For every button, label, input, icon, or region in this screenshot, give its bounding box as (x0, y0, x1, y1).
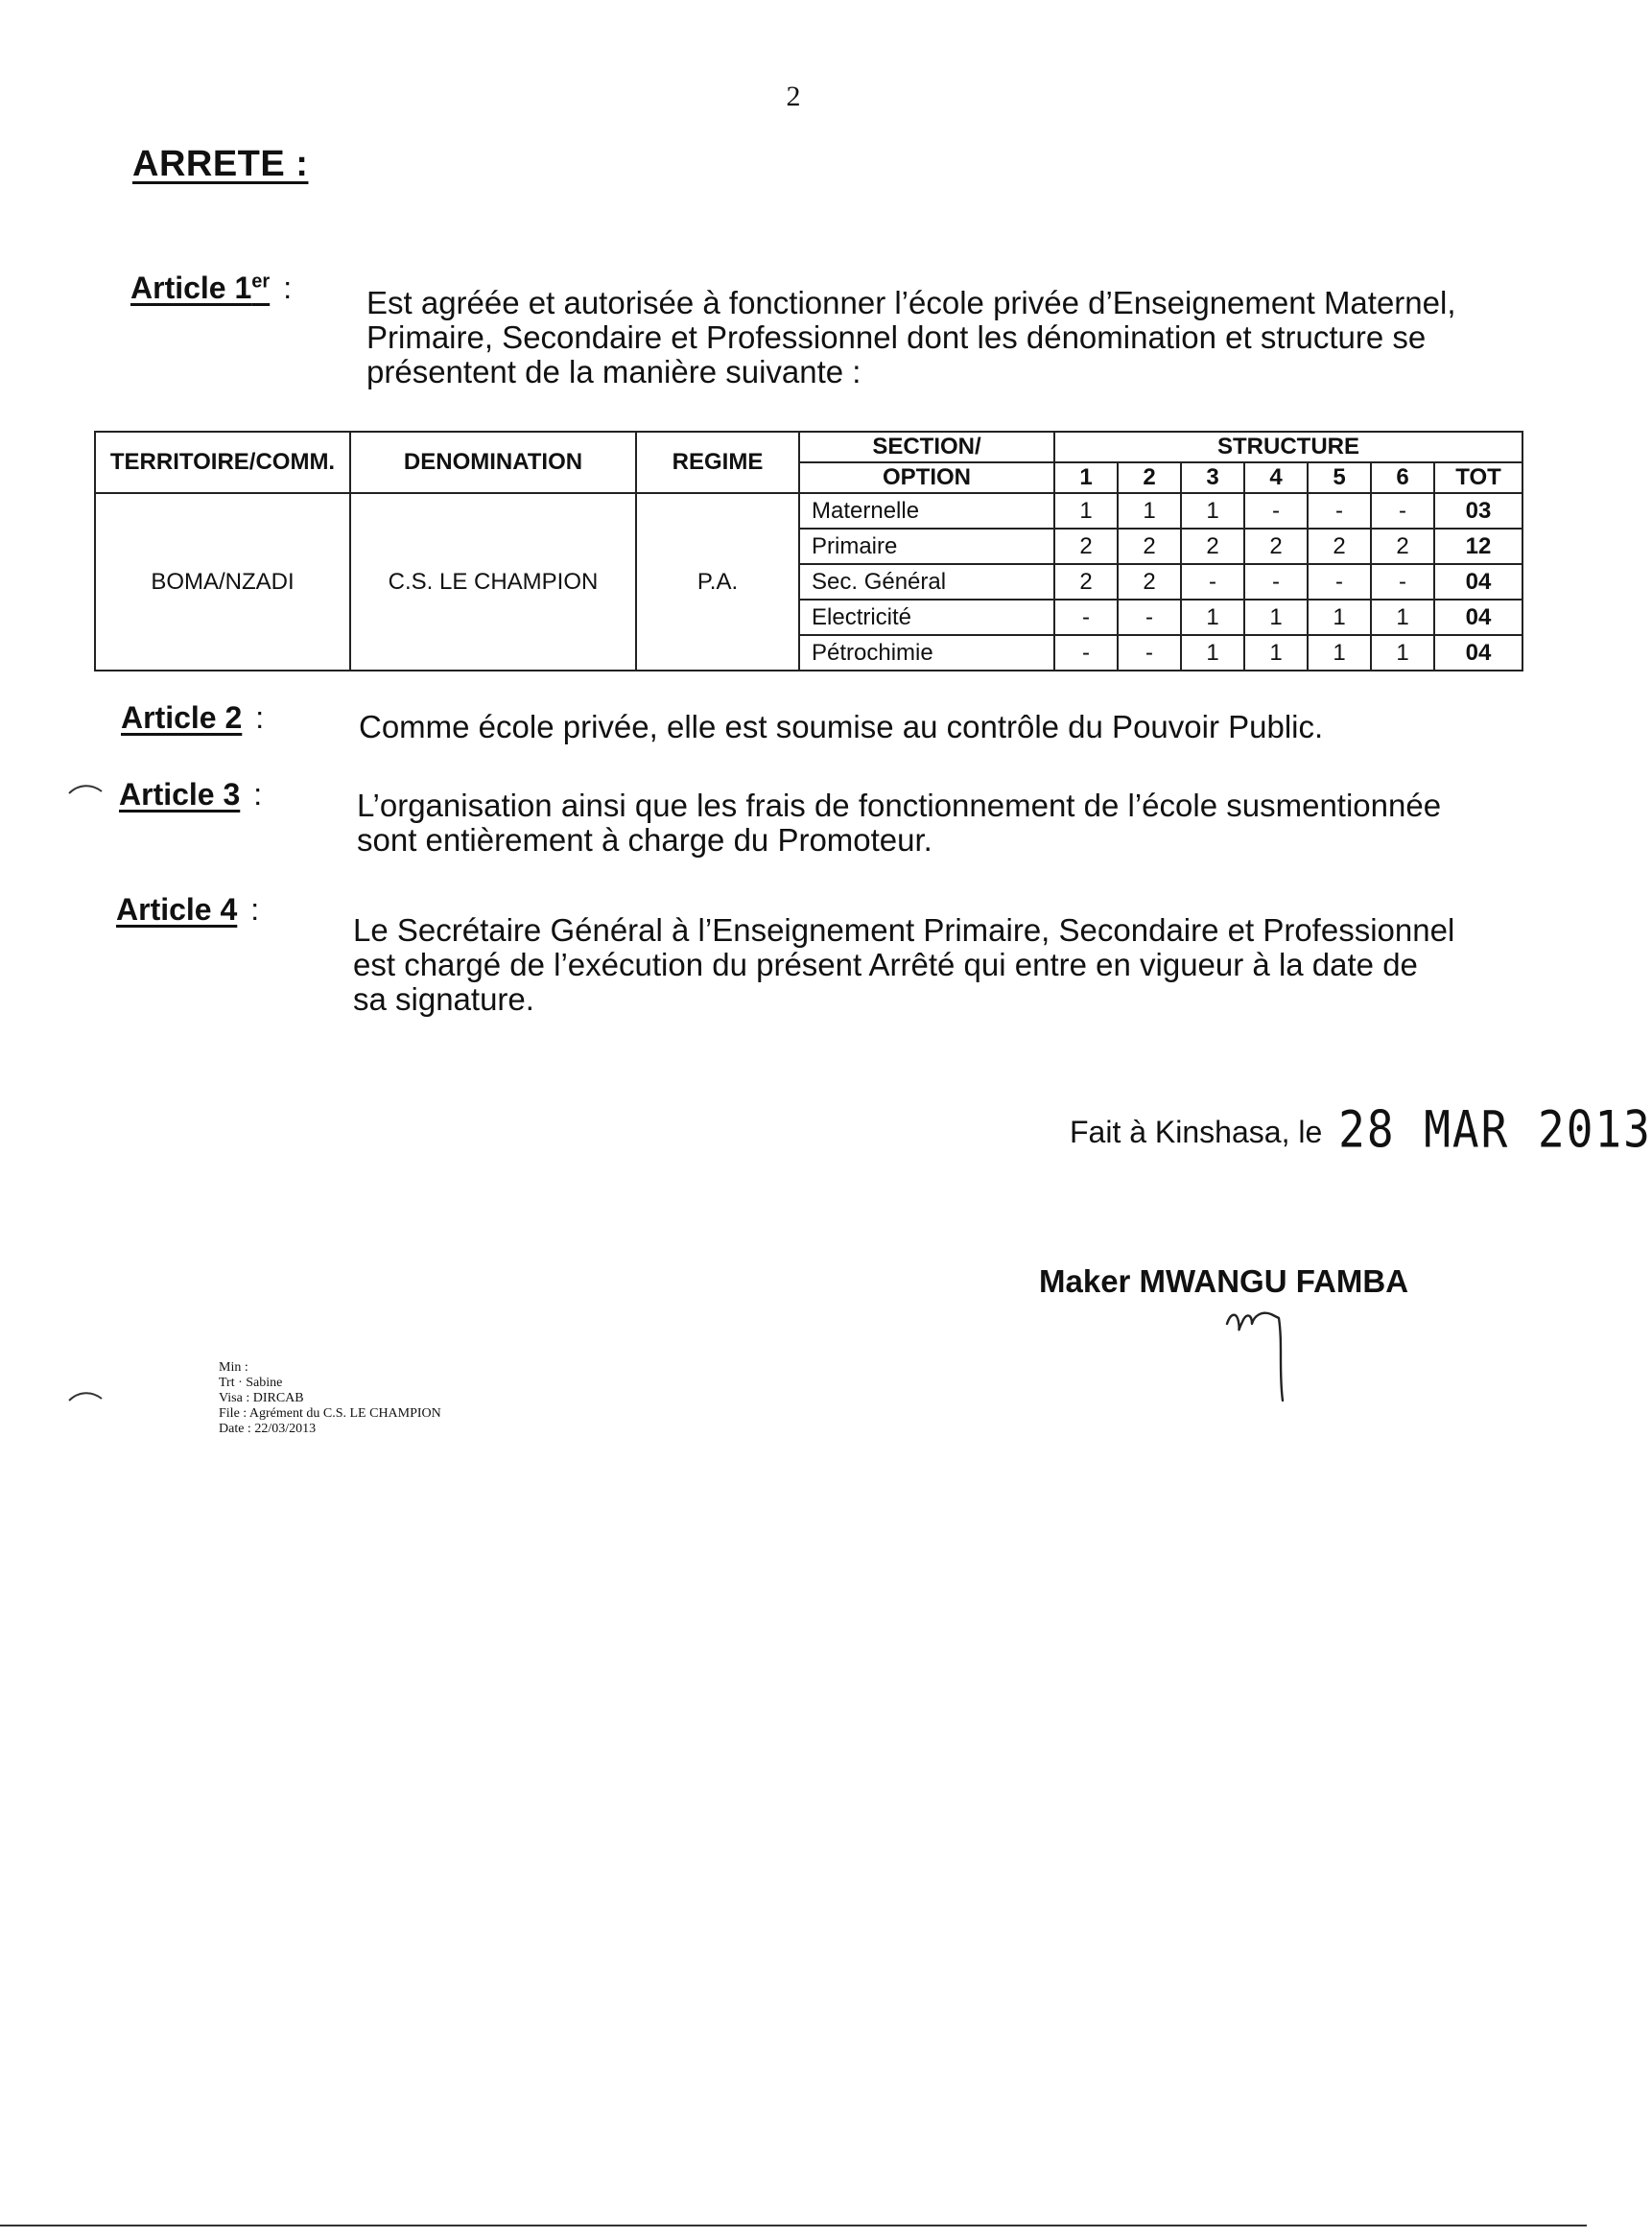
article-4-line: Le Secrétaire Général à l’Enseignement Primaire, Secondaire et Professionnel (353, 912, 1455, 948)
article-1-line: Primaire, Secondaire et Professionnel dont les dénomination et structure se (366, 319, 1427, 355)
cell-option: Primaire (799, 529, 1054, 564)
footnote-block (219, 1360, 441, 1437)
cell-value: 1 (1308, 600, 1371, 635)
cell-value: 1 (1054, 493, 1118, 529)
cell-territoire: BOMA/NZADI (95, 493, 350, 671)
arrete-heading: ARRETE : (132, 144, 309, 184)
cell-value: 1 (1244, 600, 1308, 635)
article-2-text (359, 710, 1500, 744)
header-section: SECTION/ (799, 432, 1054, 462)
cell-value: 1 (1308, 635, 1371, 671)
handwritten-signature (1223, 1305, 1300, 1410)
article-1-text (366, 286, 1499, 389)
cell-denomination: C.S. LE CHAMPION (350, 493, 636, 671)
cell-value: 1 (1181, 600, 1244, 635)
date-stamp: 28 MAR 2013 (1338, 1098, 1652, 1160)
signatory-name: Maker MWANGU FAMBA (1039, 1263, 1409, 1299)
cell-option: Pétrochimie (799, 635, 1054, 671)
article-4-text (353, 913, 1485, 1017)
footnote-line: Visa : DIRCAB (219, 1391, 304, 1405)
margin-mark (67, 782, 106, 797)
article-4-line: est chargé de l’exécution du présent Arrêté qui entre en vigueur à la date de (353, 947, 1418, 982)
cell-total: 04 (1434, 564, 1522, 600)
cell-value: 2 (1181, 529, 1244, 564)
cell-value: 1 (1371, 600, 1434, 635)
article-1-line: Est agréée et autorisée à fonctionner l’école privée d’Enseignement Maternel, (366, 285, 1456, 320)
cell-value: 1 (1371, 635, 1434, 671)
cell-value: 1 (1181, 493, 1244, 529)
header-year-2: 2 (1118, 462, 1181, 493)
cell-value: 1 (1118, 493, 1181, 529)
bottom-rule (0, 2225, 1587, 2226)
header-year-3: 3 (1181, 462, 1244, 493)
article-4-label: Article 4 : (116, 892, 260, 927)
header-year-6: 6 (1371, 462, 1434, 493)
cell-value: - (1308, 564, 1371, 600)
cell-value: 1 (1244, 635, 1308, 671)
cell-value: - (1054, 635, 1118, 671)
table-row (95, 493, 1522, 529)
article-2-line: Comme école privée, elle est soumise au contrôle du Pouvoir Public. (359, 709, 1324, 744)
header-year-1: 1 (1054, 462, 1118, 493)
cell-value: 2 (1118, 529, 1181, 564)
cell-value: 2 (1054, 564, 1118, 600)
article-2-label: Article 2 : (121, 700, 265, 735)
cell-value: 2 (1054, 529, 1118, 564)
cell-total: 04 (1434, 600, 1522, 635)
structure-table (94, 431, 1523, 671)
header-regime: REGIME (636, 432, 799, 493)
page-number: 2 (786, 81, 801, 112)
article-4-line: sa signature. (353, 981, 534, 1017)
article-1-line: présentent de la manière suivante : (366, 354, 861, 389)
cell-value: - (1244, 493, 1308, 529)
cell-option: Electricité (799, 600, 1054, 635)
article-1-label: Article 1er : (130, 271, 293, 305)
place-date (1070, 1098, 1652, 1160)
cell-value: 2 (1118, 564, 1181, 600)
cell-value: 1 (1181, 635, 1244, 671)
footnote-line: Date : 22/03/2013 (219, 1422, 317, 1436)
cell-value: - (1054, 600, 1118, 635)
cell-value: - (1371, 564, 1434, 600)
cell-total: 04 (1434, 635, 1522, 671)
article-3-line: sont entièrement à charge du Promoteur. (357, 822, 932, 858)
margin-mark (67, 1389, 106, 1404)
header-total: TOT (1434, 462, 1522, 493)
header-option: OPTION (799, 462, 1054, 493)
header-structure: STRUCTURE (1054, 432, 1522, 462)
article-3-label: Article 3 : (119, 777, 263, 812)
cell-value: - (1244, 564, 1308, 600)
header-year-4: 4 (1244, 462, 1308, 493)
footnote-line: File : Agrément du C.S. LE CHAMPION (219, 1406, 441, 1421)
cell-value: - (1118, 600, 1181, 635)
article-3-text (357, 789, 1489, 858)
cell-regime: P.A. (636, 493, 799, 671)
header-territoire: TERRITOIRE/COMM. (95, 432, 350, 493)
place-text: Fait à Kinshasa, le (1070, 1115, 1323, 1149)
cell-total: 12 (1434, 529, 1522, 564)
article-3-line: L’organisation ainsi que les frais de fonctionnement de l’école susmentionnée (357, 788, 1442, 823)
cell-option: Maternelle (799, 493, 1054, 529)
cell-option: Sec. Général (799, 564, 1054, 600)
footnote-line: Trt · Sabine (219, 1376, 283, 1390)
cell-value: 2 (1244, 529, 1308, 564)
cell-total: 03 (1434, 493, 1522, 529)
cell-value: - (1118, 635, 1181, 671)
cell-value: 2 (1371, 529, 1434, 564)
header-denomination: DENOMINATION (350, 432, 636, 493)
cell-value: - (1181, 564, 1244, 600)
header-year-5: 5 (1308, 462, 1371, 493)
footnote-line: Min : (219, 1360, 248, 1375)
cell-value: 2 (1308, 529, 1371, 564)
cell-value: - (1371, 493, 1434, 529)
cell-value: - (1308, 493, 1371, 529)
